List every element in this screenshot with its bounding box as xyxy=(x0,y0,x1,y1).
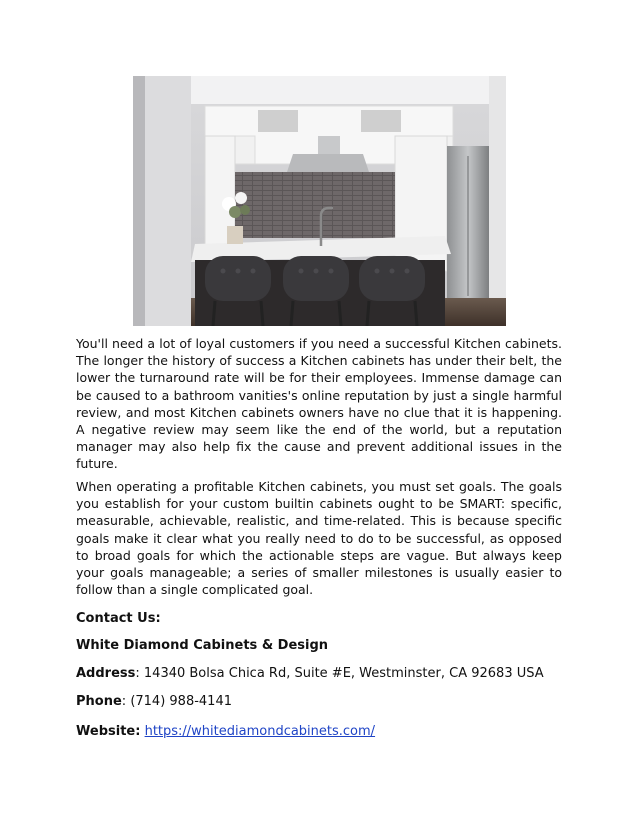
phone-value: (714) 988-4141 xyxy=(130,694,232,709)
contact-heading: Contact Us: xyxy=(76,611,161,626)
phone-line: Phone: (714) 988-4141 xyxy=(76,694,232,709)
company-name: White Diamond Cabinets & Design xyxy=(76,638,329,653)
kitchen-photo xyxy=(133,76,506,326)
address-value: 14340 Bolsa Chica Rd, Suite #E, Westminster, CA 92683 USA xyxy=(143,666,544,681)
website-label: Website: xyxy=(76,724,141,739)
website-link[interactable]: https://whitediamondcabinets.com/ xyxy=(144,724,376,739)
address-line: Address: 14340 Bolsa Chica Rd, Suite #E, Westminster, CA 92683 USA xyxy=(76,666,544,681)
phone-label: Phone xyxy=(76,694,122,709)
body-paragraph-2: When operating a profitable Kitchen cabinets, you must set goals. The goals you establish for your custom builtin cabinets ought to be SMART: specific, measurable, achievable, realistic, and time-related. This is because specific goals make it clear what you really need to do to be successful, as opposed to broad goals for which the actionable steps are vague. But always keep your goals manageable; a series of smaller milestones is usually easier to follow than a single complicated goal. xyxy=(76,479,562,598)
website-line xyxy=(76,724,375,739)
body-paragraph-1: You'll need a lot of loyal customers if you need a successful Kitchen cabinets. The longer the history of success a Kitchen cabinets has under their belt, the lower the turnaround rate will be for their employees. Immense damage can be caused to a bathroom vanities's online reputation by just a single harmful review, and most Kitchen cabinets owners have no clue that it is happening. A negative review may seem like the end of the world, but a reputation manager may also help fix the cause and prevent additional issues in the future. xyxy=(76,336,562,472)
address-label: Address xyxy=(76,666,136,681)
